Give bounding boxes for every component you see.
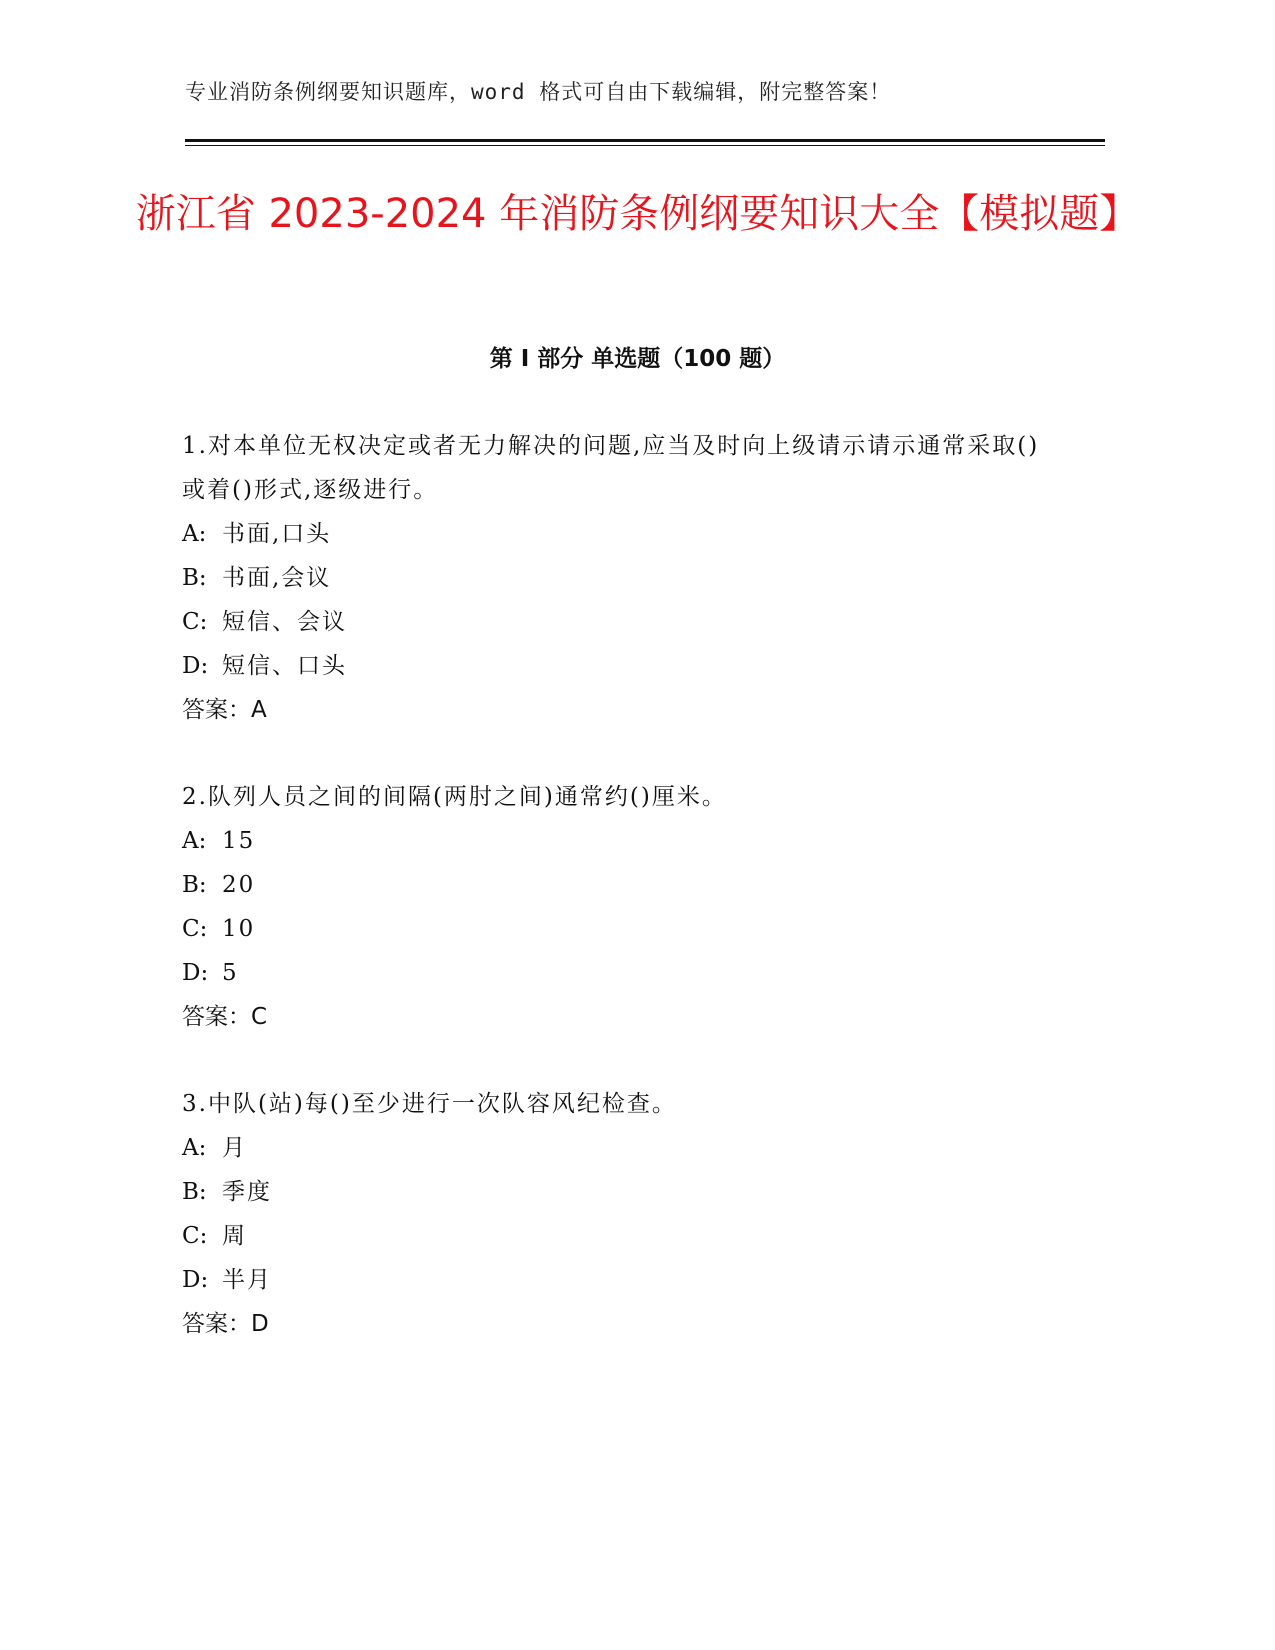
question-list bbox=[182, 424, 1052, 1389]
option-key: C: bbox=[182, 1223, 208, 1249]
option-d bbox=[182, 951, 1052, 995]
answer-line: 答案：D bbox=[182, 1311, 269, 1337]
answer-line: 答案：C bbox=[182, 1004, 268, 1030]
option-key: B: bbox=[182, 1179, 207, 1205]
header-rule-thin bbox=[185, 145, 1105, 146]
question-stem: 2.队列人员之间的间隔(两肘之间)通常约()厘米。 bbox=[182, 784, 727, 810]
option-c bbox=[182, 600, 1052, 644]
header-rule-thick bbox=[185, 139, 1105, 142]
option-text: 书面,会议 bbox=[222, 565, 332, 591]
option-text: 短信、口头 bbox=[222, 653, 347, 679]
option-b bbox=[182, 863, 1052, 907]
question-stem: 1.对本单位无权决定或者无力解决的问题,应当及时向上级请示请示通常采取()或着()形式,逐级进行。 bbox=[182, 433, 1040, 503]
option-b bbox=[182, 1170, 1052, 1214]
option-key: D: bbox=[182, 1267, 209, 1293]
option-c bbox=[182, 907, 1052, 951]
option-key: B: bbox=[182, 565, 207, 591]
option-key: D: bbox=[182, 960, 209, 986]
question-item bbox=[182, 424, 1052, 732]
option-text: 短信、会议 bbox=[222, 609, 347, 635]
option-a bbox=[182, 1126, 1052, 1170]
option-a bbox=[182, 512, 1052, 556]
header-note: 专业消防条例纲要知识题库，word 格式可自由下载编辑，附完整答案！ bbox=[185, 80, 892, 104]
option-key: C: bbox=[182, 916, 208, 942]
question-item bbox=[182, 1082, 1052, 1346]
document-title: 浙江省 2023-2024 年消防条例纲要知识大全【模拟题】 bbox=[135, 191, 1140, 237]
option-key: B: bbox=[182, 872, 207, 898]
option-key: A: bbox=[182, 1135, 207, 1161]
option-key: D: bbox=[182, 653, 209, 679]
option-d bbox=[182, 644, 1052, 688]
option-c bbox=[182, 1214, 1052, 1258]
option-text: 10 bbox=[222, 916, 256, 942]
option-key: C: bbox=[182, 609, 208, 635]
section-heading: 第 I 部分 单选题（100 题） bbox=[489, 346, 786, 372]
option-text: 月 bbox=[222, 1135, 247, 1161]
question-item bbox=[182, 775, 1052, 1039]
option-d bbox=[182, 1258, 1052, 1302]
option-text: 季度 bbox=[222, 1179, 272, 1205]
option-text: 周 bbox=[222, 1223, 247, 1249]
option-text: 15 bbox=[222, 828, 256, 854]
option-a bbox=[182, 819, 1052, 863]
question-stem: 3.中队(站)每()至少进行一次队容风纪检查。 bbox=[182, 1091, 677, 1117]
option-text: 半月 bbox=[222, 1267, 272, 1293]
option-b bbox=[182, 556, 1052, 600]
option-text: 20 bbox=[222, 872, 256, 898]
option-text: 书面,口头 bbox=[222, 521, 332, 547]
option-key: A: bbox=[182, 521, 207, 547]
answer-line: 答案：A bbox=[182, 697, 267, 723]
option-text: 5 bbox=[222, 960, 239, 986]
option-key: A: bbox=[182, 828, 207, 854]
